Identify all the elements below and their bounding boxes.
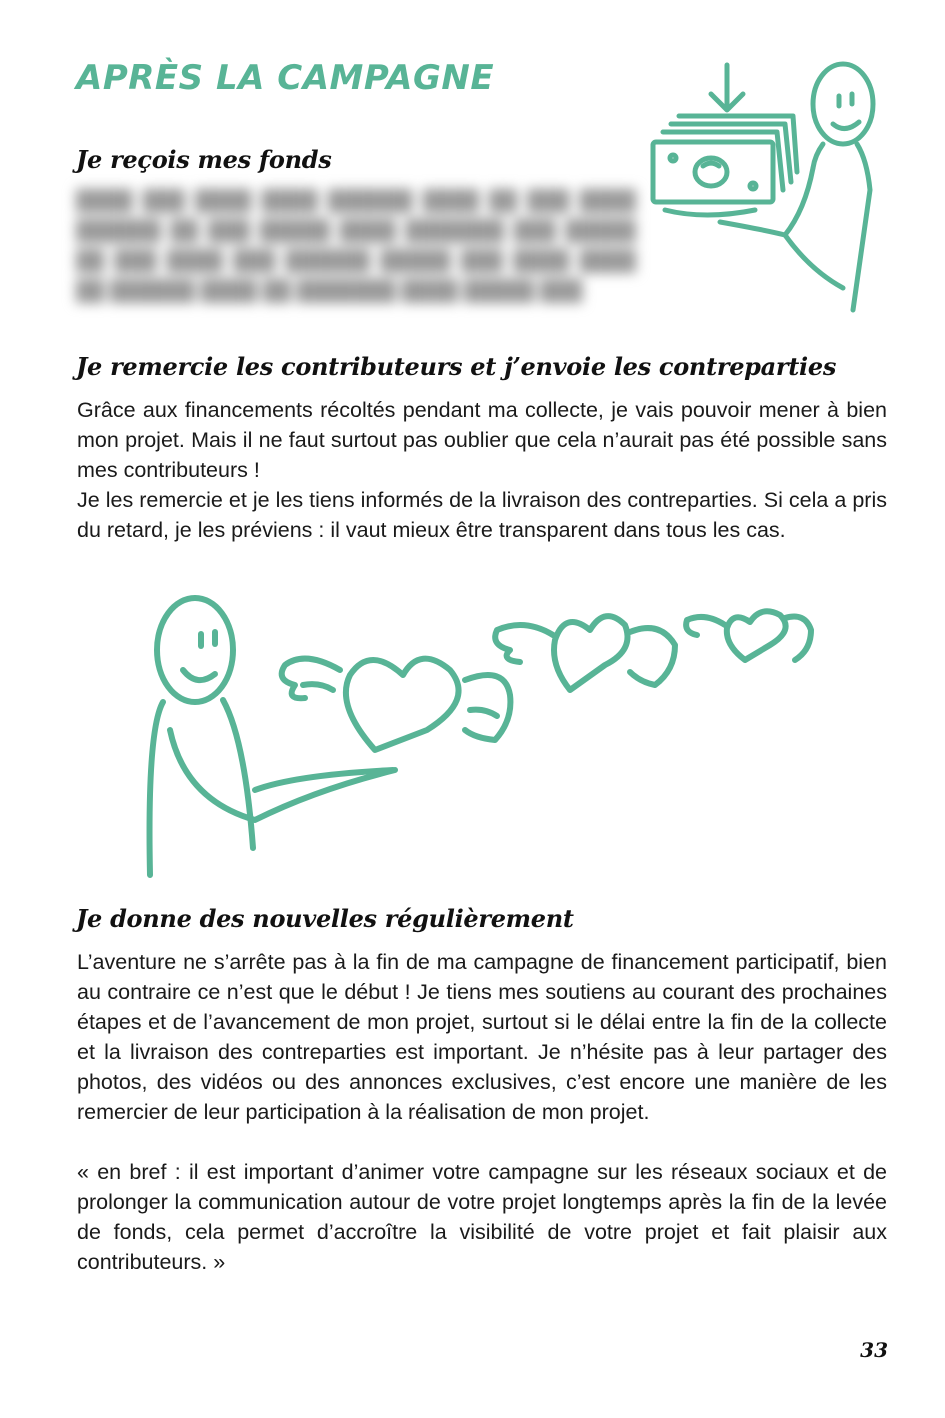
paragraph: Je les remercie et je les tiens informés de la livraison des contreparties. Si cela a pris du retard, je les préviens : il vaut mieux être transparent dans tous les cas. [77, 488, 887, 542]
blurred-text-block: ████ ███ ████ ████ ██████ ████ ██ ███ ████ ██████ ██ ███ █████ ████ ███████ ███ █████ ██ ███ ████ ███ ██████ █████ ███ ████ ████ ██ ██████ ████ ██ ███████ ████ █████ ███ [76, 190, 636, 302]
page-number: 33 [860, 1338, 888, 1362]
section-heading-news: Je donne des nouvelles régulièrement [76, 904, 574, 933]
paragraph: Grâce aux financements récoltés pendant ma collecte, je vais pouvoir mener à bien mon projet. Mais il ne faut surtout pas oublier que cela n’aurait pas été possible sans mes contributeurs ! [77, 398, 887, 482]
hearts-illustration [135, 590, 825, 880]
person-receiving-money-icon [645, 60, 895, 315]
money-illustration [645, 60, 895, 315]
section-heading-thanks: Je remercie les contributeurs et j’envoie les contreparties [76, 352, 837, 381]
paragraph: « en bref : il est important d’animer votre campagne sur les réseaux sociaux et de prolonger la communication autour de votre projet longtemps après la fin de la levée de fonds, cela permet d’accroître la visibilité de votre projet et fait plaisir aux contributeurs. » [77, 1160, 887, 1274]
person-sending-flying-hearts-icon [135, 590, 825, 880]
page-title: APRÈS LA CAMPAGNE [76, 58, 495, 98]
paragraph: L’aventure ne s’arrête pas à la fin de ma campagne de financement participatif, bien au contraire ce n’est que le début ! Je tiens mes soutiens au courant des prochaines étapes et de l’avancement de mon projet, surtout si le délai entre la fin de la collecte et la livraison des contreparties est important. Je n’hésite pas à leur partager des photos, des vidéos ou des annonces exclusives, c’est encore une manière de les remercier de leur participation à la réalisation de mon projet. [77, 950, 887, 1124]
section-heading-funds: Je reçois mes fonds [76, 145, 332, 174]
